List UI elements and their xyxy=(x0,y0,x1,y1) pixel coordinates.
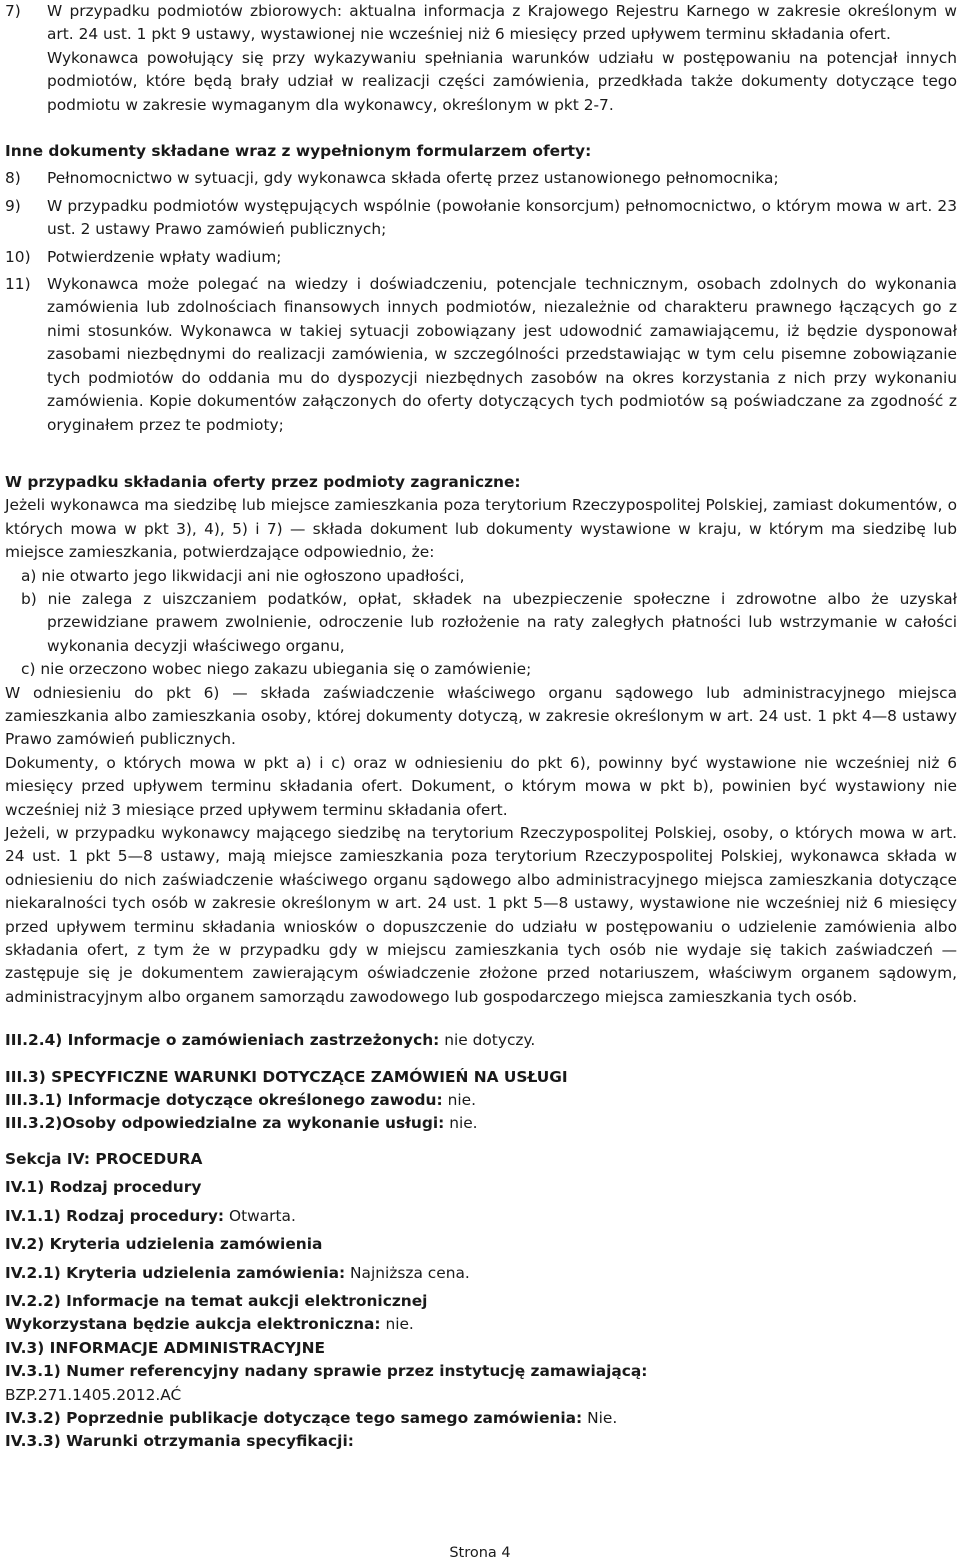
section-label: IV.3.2) Poprzednie publikacje dotyczące tego samego zamówienia: xyxy=(5,1408,583,1427)
section-iv-1: IV.1) Rodzaj procedury xyxy=(5,1178,202,1197)
item-number: 8) xyxy=(5,169,21,188)
subitem-a: a) nie otwarto jego likwidacji ani nie ogłoszono upadłości, xyxy=(21,566,465,585)
section-iv-3: IV.3) INFORMACJE ADMINISTRACYJNE xyxy=(5,1338,326,1357)
inne-heading: Inne dokumenty składane wraz z wypełnionym formularzem oferty: xyxy=(5,142,592,161)
list-item-11 xyxy=(5,273,957,437)
section-value: Najniższa cena. xyxy=(350,1263,470,1282)
zagraniczne-intro: Jeżeli wykonawca ma siedzibę lub miejsce zamieszkania poza terytorium Rzeczypospolitej Polskiej, zamiast dokumentów, o których mowa w pkt 3), 4), 5) i 7) — składa dokument lub dokumenty wystawione w kraju, w którym ma siedzibę lub miejsce zamieszkania, potwierdzające odpowiednio, że: xyxy=(5,496,957,562)
section-iv-2-2: IV.2.2) Informacje na temat aukcji elektronicznej xyxy=(5,1291,428,1310)
section-iv-2-1 xyxy=(5,1262,957,1285)
item-text: Wykonawca może polegać na wiedzy i doświadczeniu, potencjale technicznym, osobach zdolnych do wykonania zamówienia lub zdolnościach finansowych innych podmiotów, niezależnie od charakteru prawnego łączących go z nimi stosunków. Wykonawca w takiej sytuacji zobowiązany jest udowodnić zamawiającemu, iż będzie dysponował zasobami niezbędnymi do realizacji zamówienia, w szczególności przedstawiając w tym celu pisemne zobowiązanie tych podmiotów do oddania mu do dyspozycji niezbędnych zasobów na okres korzystania z nich przy wykonaniu zamówienia. Kopie dokumentów załączonych do oferty dotyczących tych podmiotów są poświadczane za zgodność z oryginałem przez te podmioty; xyxy=(47,275,957,434)
item-number: 9) xyxy=(5,196,21,215)
list-item-8 xyxy=(5,167,957,190)
section-label: Wykorzystana będzie aukcja elektroniczna: xyxy=(5,1315,381,1334)
page-number: Strona 4 xyxy=(449,1545,511,1561)
section-value: nie. xyxy=(385,1315,414,1334)
note-paragraph: Wykonawca powołujący się przy wykazywaniu spełniania warunków udziału w postępowaniu na potencjał innych podmiotów, które będą brały udział w realizacji części zamówienia, przedkłada także dokumenty dotyczące tego podmiotu w zakresie wymaganym dla wykonawcy, określonym w pkt 2-7. xyxy=(47,48,957,114)
sekcja-iv-heading: Sekcja IV: PROCEDURA xyxy=(5,1149,203,1168)
item-text: Potwierdzenie wpłaty wadium; xyxy=(47,247,282,266)
zagraniczne-heading: W przypadku składania oferty przez podmioty zagraniczne: xyxy=(5,472,521,491)
reference-number: BZP.271.1405.2012.AĆ xyxy=(5,1385,182,1404)
item-number: 11) xyxy=(5,275,31,294)
section-label: IV.1.1) Rodzaj procedury: xyxy=(5,1206,225,1225)
item-number: 10) xyxy=(5,247,31,266)
list-item-9 xyxy=(5,195,957,242)
zagraniczne-paragraph-1: W odniesieniu do pkt 6) — składa zaświadczenie właściwego organu sądowego lub administracyjnego miejsca zamieszkania albo zamieszkania osoby, której dokumenty dotyczą, w zakresie określonym w art. 24 ust. 1 pkt 4—8 ustawy Prawo zamówień publicznych. xyxy=(5,683,957,749)
item-text: Pełnomocnictwo w sytuacji, gdy wykonawca składa ofertę przez ustanowionego pełnomocnika; xyxy=(47,169,779,188)
subitem-b: b) nie zalega z uiszczaniem podatków, opłat, składek na ubezpieczenie społeczne i zdrowotne albo że uzyskał przewidziane prawem zwolnienie, odroczenie lub rozłożenie na raty zaległych płatności lub wstrzymanie w całości wykonania decyzji właściwego organu, xyxy=(21,589,957,655)
subitem-c: c) nie orzeczono wobec niego zakazu ubiegania się o zamówienie; xyxy=(21,660,532,679)
section-iii-3: III.3) SPECYFICZNE WARUNKI DOTYCZĄCE ZAMÓWIEŃ NA USŁUGI xyxy=(5,1067,568,1086)
section-iv-2: IV.2) Kryteria udzielenia zamówienia xyxy=(5,1235,323,1254)
list-item-10 xyxy=(5,246,957,269)
section-value: nie. xyxy=(449,1114,478,1133)
document-page xyxy=(5,0,957,1454)
zagraniczne-paragraph-2: Dokumenty, o których mowa w pkt a) i c) oraz w odniesieniu do pkt 6), powinny być wystawione nie wcześniej niż 6 miesięcy przed upływem terminu składania ofert. Dokument, o którym mowa w pkt b), powinien być wystawiony nie wcześniej niż 3 miesiące przed upływem terminu składania ofert. xyxy=(5,753,957,819)
section-iv-3-1-label: IV.3.1) Numer referencyjny nadany sprawie przez instytucję zamawiającą: xyxy=(5,1362,648,1381)
aukcja-line xyxy=(5,1313,957,1336)
item-text: W przypadku podmiotów zbiorowych: aktualna informacja z Krajowego Rejestru Karnego w zakresie określonym w art. 24 ust. 1 pkt 9 ustawy, wystawionej nie wcześniej niż 6 miesięcy przed upływem terminu składania ofert. xyxy=(47,2,957,44)
section-value: Nie. xyxy=(587,1408,618,1427)
item-text: W przypadku podmiotów występujących wspólnie (powołanie konsorcjum) pełnomocnictwo, o którym mowa w art. 23 ust. 2 ustawy Prawo zamówień publicznych; xyxy=(47,196,957,239)
section-iv-3-3: IV.3.3) Warunki otrzymania specyfikacji: xyxy=(5,1432,354,1451)
section-iii-3-1 xyxy=(5,1089,957,1112)
zagraniczne-paragraph-3: Jeżeli, w przypadku wykonawcy mającego siedzibę na terytorium Rzeczypospolitej Polskiej, osoby, o których mowa w art. 24 ust. 1 pkt 5—8 ustawy, mają miejsce zamieszkania poza terytorium Rzeczypospolitej Polskiej, wykonawca składa w odniesieniu do nich zaświadczenie właściwego organu sądowego albo administracyjnego miejsca zamieszkania dotyczące niekaralności tych osób w zakresie określonym w art. 24 ust. 1 pkt 5—8 ustawy, wystawione nie wcześniej niż 6 miesięcy przed upływem terminu składania wniosków o dopuszczenie do udziału w postępowaniu o udzielenie zamówienia albo składania ofert, z tym że w przypadku gdy w miejscu zamieszkania tych osób nie wydaje się takich zaświadczeń — zastępuje się je dokumentem zawierającym oświadczenie złożone przed notariuszem, właściwym organem sądowym, administracyjnym albo organem samorządu zawodowego lub gospodarczego miejsca zamieszkania tych osób. xyxy=(5,824,957,1006)
section-value: nie dotyczy. xyxy=(444,1031,536,1050)
section-label: III.2.4) Informacje o zamówieniach zastrzeżonych: xyxy=(5,1031,440,1050)
section-iii-2-4 xyxy=(5,1029,957,1052)
section-value: nie. xyxy=(447,1091,476,1110)
section-iv-3-2 xyxy=(5,1407,957,1430)
section-label: IV.2.1) Kryteria udzielenia zamówienia: xyxy=(5,1263,346,1282)
section-label: III.3.2)Osoby odpowiedzialne za wykonanie usługi: xyxy=(5,1114,445,1133)
section-value: Otwarta. xyxy=(228,1206,296,1225)
item-number: 7) xyxy=(5,2,21,20)
list-item-7 xyxy=(5,0,957,47)
section-iv-1-1 xyxy=(5,1205,957,1228)
section-label: III.3.1) Informacje dotyczące określonego zawodu: xyxy=(5,1091,443,1110)
section-iii-3-2 xyxy=(5,1112,957,1135)
